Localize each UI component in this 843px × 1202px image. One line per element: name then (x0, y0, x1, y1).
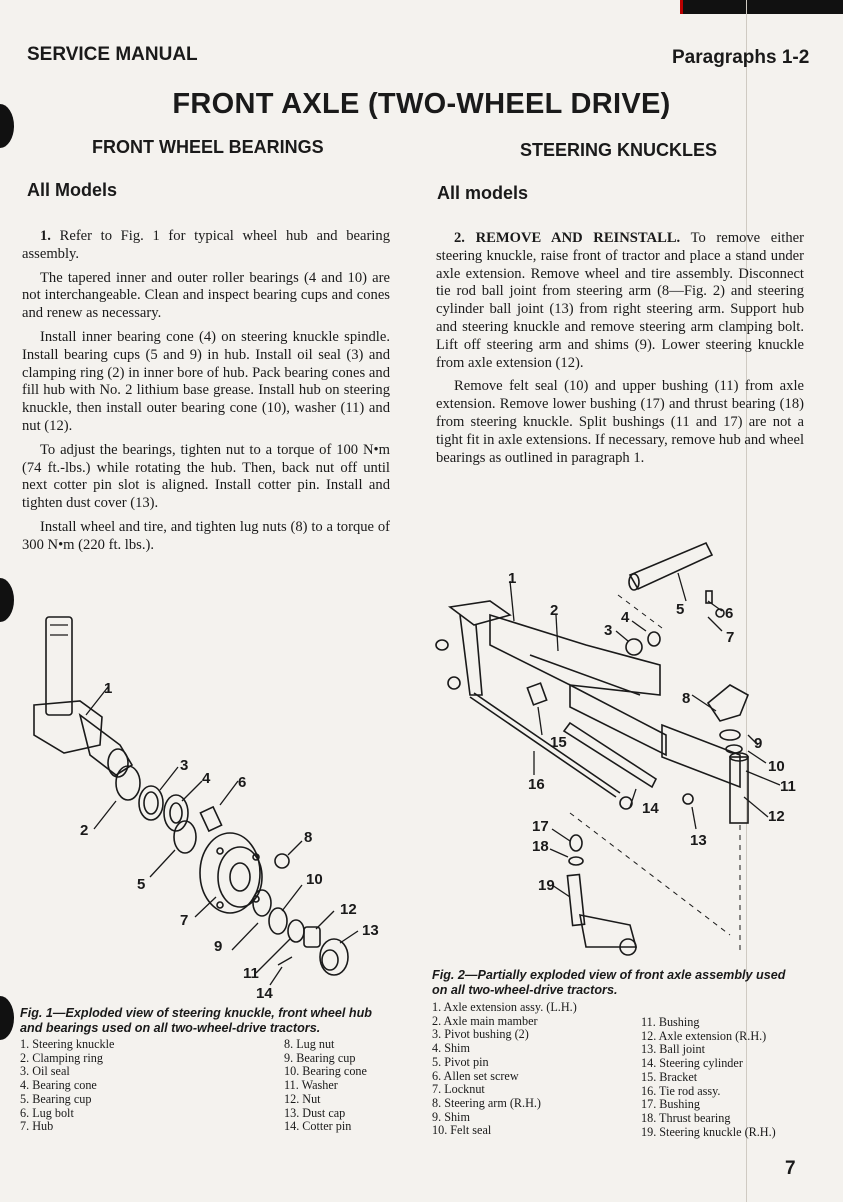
subheading-right: All models (437, 183, 529, 203)
legend-item: 8. Steering arm (R.H.) (432, 1095, 541, 1110)
paragraph: Install inner bearing cone (4) on steering knuckle spindle. Install bearing cups (5 and 9) in hub. Install oil seal (3) and clamping ring (2) in inner bore of hub. Pack bearing cones and fill hub with No. 2 lithium base grease. Install hub on steering knuckle, then install outer bearing cone (10), washer (11) and nut (12). (22, 328, 390, 434)
callout-label: 17 (532, 818, 549, 835)
legend-item: 1. Axle extension assy. (L.H.) (432, 1000, 577, 1014)
callout-label: 3 (604, 622, 613, 639)
steering-knuckle-illustration (34, 617, 132, 777)
pivot-bushing-illustration (626, 639, 642, 655)
shim-illustration (648, 632, 660, 646)
legend-item: 17. Bushing (641, 1097, 700, 1112)
axle-extension-lh-illustration (436, 601, 510, 695)
legend-item: 2. Axle main mamber (432, 1013, 538, 1028)
running-header-left: SERVICE MANUAL (27, 44, 198, 65)
legend-item: 13. Ball joint (641, 1042, 705, 1057)
shim-9-illustration (720, 730, 740, 740)
callout-label: 2 (80, 822, 89, 839)
section-heading-left: FRONT WHEEL BEARINGS (92, 137, 324, 157)
paragraph-text: Refer to Fig. 1 for typical wheel hub and bearing assembly. (22, 228, 390, 262)
paragraph-text: To remove either steering knuckle, raise front of tractor and place a stand under axle extension. Remove wheel and tire assembly. Disconnect tie rod ball joint from steering arm (8—Fig. 2) and steering cylinder ball joint (13) from right steering arm. Support hub and steering knuckle and remove steering arm clamping bolt. Lift off steering arm and shims (9). Lower steering knuckle from axle extension (12). (436, 230, 804, 371)
legend-item: 3. Pivot bushing (2) (432, 1027, 529, 1042)
legend-item: 9. Shim (432, 1109, 470, 1124)
callout-label: 10 (768, 758, 785, 775)
legend-item: 1. Steering knuckle (20, 1037, 115, 1051)
oil-seal-illustration (139, 786, 163, 820)
legend-item: 8. Lug nut (284, 1037, 335, 1051)
nut-illustration (304, 927, 320, 947)
paragraph: The tapered inner and outer roller bearings (4 and 10) are not interchangeable. Clean and inspect bearing cups and cones and renew as necessary. (22, 269, 390, 322)
washer-illustration (288, 920, 304, 942)
callout-label: 7 (180, 912, 189, 929)
callout-label: 14 (642, 800, 659, 817)
figure-1-legend-right (284, 1038, 367, 1134)
paragraph (436, 230, 804, 372)
figure-2-drawing (430, 535, 810, 965)
callout-label: 6 (725, 605, 734, 622)
figure-1-caption: Fig. 1—Exploded view of steering knuckle, front wheel hub and bearings used on all two-wheel-drive tractors. (20, 1006, 372, 1035)
callout-label: 1 (508, 570, 517, 587)
left-body (22, 228, 390, 561)
paragraph-heading: 2. REMOVE AND REINSTALL. (454, 230, 681, 246)
callout-label: 12 (340, 901, 357, 918)
figure-2-caption: Fig. 2—Partially exploded view of front axle assembly used on all two-wheel-drive tractors. (432, 968, 786, 997)
paragraph: Remove felt seal (10) and upper bushing (11) from axle extension. Remove lower bushing (17) and thrust bearing (18) from steering knuckle. Split bushings (11 and 17) are not a tight fit in axle extensions. If necessary, remove hub and wheel bearings as outlined in paragraph 1. (436, 378, 804, 466)
callout-label: 10 (306, 871, 323, 888)
page-number: 7 (785, 1158, 796, 1179)
cotter-pin-illustration (278, 957, 292, 965)
callout-label: 6 (238, 774, 247, 791)
corner-tab (680, 0, 843, 14)
legend-item: 16. Tie rod assy. (641, 1083, 721, 1098)
figure-2-legend-left (432, 1001, 577, 1138)
section-heading-right: STEERING KNUCKLES (520, 140, 718, 160)
steering-arm-illustration (708, 685, 748, 721)
callout-label: 15 (550, 734, 567, 751)
callout-label: 9 (214, 938, 223, 955)
legend-item: 14. Steering cylinder (641, 1056, 743, 1071)
steering-knuckle-rh-illustration (567, 875, 636, 955)
legend-item: 5. Pivot pin (432, 1054, 489, 1069)
paragraph: Install wheel and tire, and tighten lug nuts (8) to a torque of 300 N•m (220 ft. lbs.). (22, 518, 390, 553)
legend-item: 11. Bushing (641, 1015, 700, 1029)
callout-label: 14 (256, 985, 273, 1002)
binding-hole-middle (0, 578, 14, 622)
subheading-left: All Models (27, 180, 118, 200)
legend-item: 15. Bracket (641, 1069, 698, 1084)
callout-label: 5 (137, 876, 146, 893)
callout-label: 11 (780, 778, 796, 795)
legend-item: 5. Bearing cup (20, 1091, 92, 1106)
callout-label: 4 (202, 770, 211, 787)
bearing-cup-9-illustration (253, 890, 271, 916)
figure-1-drawing (20, 605, 400, 1005)
callout-label: 11 (243, 965, 259, 982)
steering-cylinder-illustration (564, 723, 693, 804)
callout-label: 2 (550, 602, 559, 619)
legend-item: 3. Oil seal (20, 1064, 70, 1079)
legend-item: 4. Shim (432, 1041, 470, 1056)
legend-item: 7. Locknut (432, 1082, 485, 1097)
callout-label: 5 (676, 601, 685, 618)
clamping-ring-illustration (116, 766, 140, 800)
legend-item: 4. Bearing cone (20, 1078, 97, 1093)
legend-item: 14. Cotter pin (284, 1119, 352, 1134)
callout-label: 19 (538, 877, 555, 894)
callout-label: 9 (754, 735, 763, 752)
paragraph (22, 228, 390, 264)
legend-item: 18. Thrust bearing (641, 1110, 731, 1125)
callout-label: 7 (726, 629, 735, 646)
callout-label: 8 (682, 690, 691, 707)
callout-label: 18 (532, 838, 549, 855)
bracket-illustration (527, 683, 546, 705)
legend-item: 10. Felt seal (432, 1123, 492, 1138)
pivot-pin-illustration (629, 543, 712, 590)
legend-item: 19. Steering knuckle (R.H.) (641, 1124, 776, 1139)
legend-item: 12. Axle extension (R.H.) (641, 1028, 767, 1043)
felt-seal-illustration (726, 745, 742, 753)
callout-label: 3 (180, 757, 189, 774)
legend-item: 2. Clamping ring (20, 1050, 103, 1065)
legend-item: 6. Allen set screw (432, 1068, 519, 1083)
legend-item: 6. Lug bolt (20, 1105, 74, 1120)
callout-label: 13 (362, 922, 379, 939)
figure-2-legend-right (641, 1016, 776, 1139)
callout-label: 1 (104, 680, 113, 697)
running-header-right: Paragraphs 1-2 (672, 47, 810, 68)
lug-nut-illustration (275, 854, 289, 868)
paragraph: To adjust the bearings, tighten nut to a torque of 100 N•m (74 ft.-lbs.) while rotating the hub. Then, back nut off until next cotter pin slot is aligned. Install cotter pin. Install and tighten dust cover (13). (22, 441, 390, 512)
legend-item: 10. Bearing cone (284, 1064, 367, 1079)
figure-1-legend-left (20, 1038, 114, 1134)
legend-item: 7. Hub (20, 1119, 54, 1134)
dust-cap-illustration (320, 939, 348, 975)
thrust-bearing-illustration (569, 857, 583, 865)
bearing-cone-10-illustration (269, 908, 287, 934)
callout-label: 8 (304, 829, 313, 846)
bushing-17-illustration (570, 835, 582, 851)
page-title: FRONT AXLE (TWO-WHEEL DRIVE) (172, 88, 671, 120)
legend-item: 9. Bearing cup (284, 1050, 356, 1065)
callout-label: 16 (528, 776, 545, 793)
bearing-cone-illustration (164, 795, 188, 831)
legend-item: 12. Nut (284, 1091, 321, 1106)
axle-main-member-illustration (490, 615, 666, 755)
lug-bolt-illustration (200, 807, 221, 831)
paragraph-number: 1. (40, 228, 51, 244)
legend-item: 11. Washer (284, 1078, 338, 1093)
callout-label: 13 (690, 832, 707, 849)
right-body (436, 230, 804, 473)
legend-item: 13. Dust cap (284, 1105, 346, 1120)
callout-label: 4 (621, 609, 630, 626)
callout-label: 12 (768, 808, 785, 825)
binding-hole-bottom (0, 996, 14, 1040)
